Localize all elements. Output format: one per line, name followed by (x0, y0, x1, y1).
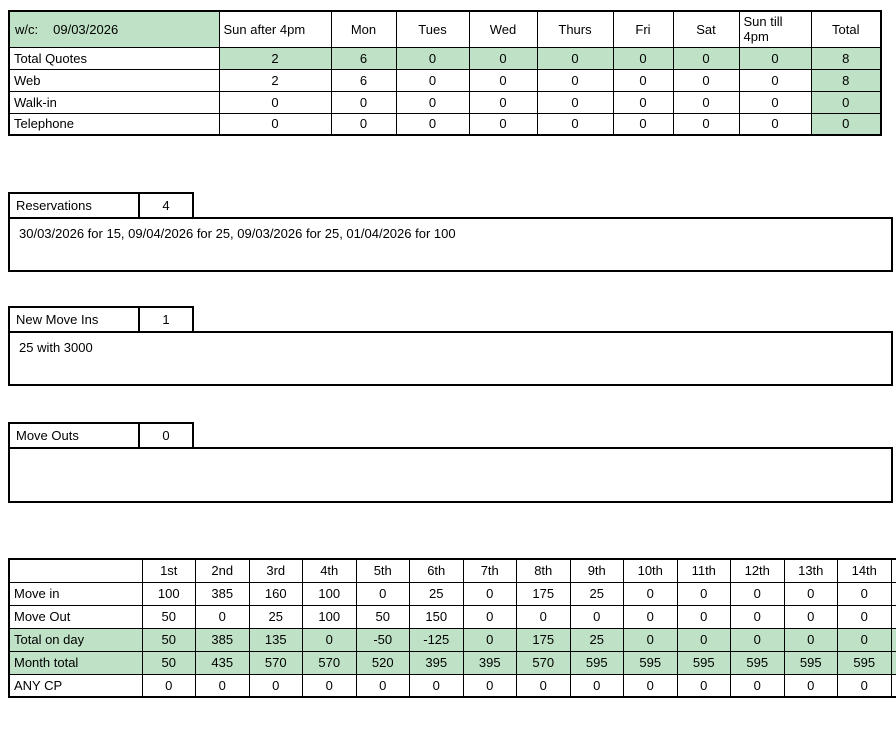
value-cell: 0 (613, 47, 673, 69)
value-cell: 0 (331, 91, 396, 113)
value-cell: 0 (396, 47, 469, 69)
value-cell: 0 (249, 674, 303, 697)
value-cell: 50 (356, 605, 410, 628)
value-cell: 595 (784, 651, 838, 674)
value-cell: 0 (739, 47, 811, 69)
column-header: 9th (570, 559, 624, 582)
week-commencing-cell (9, 11, 219, 47)
value-cell: 385 (196, 582, 250, 605)
value-cell: 0 (613, 91, 673, 113)
value-cell: 0 (356, 582, 410, 605)
value-cell-clipped (891, 605, 896, 628)
value-cell: 50 (142, 628, 196, 651)
value-cell-clipped (891, 651, 896, 674)
daily-header-row (9, 559, 896, 582)
column-header: 5th (356, 559, 410, 582)
value-cell: 0 (673, 69, 739, 91)
value-cell: 0 (537, 47, 613, 69)
value-cell: 0 (811, 113, 881, 135)
column-header: 10th (624, 559, 678, 582)
move-outs-section (8, 422, 893, 503)
value-cell-clipped (891, 674, 896, 697)
value-cell: 0 (673, 113, 739, 135)
row-label: Move Out (9, 605, 142, 628)
value-cell: 0 (673, 47, 739, 69)
value-cell: 0 (410, 674, 464, 697)
value-cell: 0 (219, 113, 331, 135)
row-label: Move in (9, 582, 142, 605)
new-move-ins-note: 25 with 3000 (8, 331, 893, 386)
row-label: Walk-in (9, 91, 219, 113)
column-header: 2nd (196, 559, 250, 582)
value-cell: 0 (838, 582, 892, 605)
value-cell: -125 (410, 628, 464, 651)
value-cell: 0 (303, 628, 357, 651)
value-cell: 0 (731, 674, 785, 697)
value-cell: 0 (624, 674, 678, 697)
week-commencing-label: w/c: (15, 21, 39, 37)
column-header: 7th (463, 559, 517, 582)
reservations-note: 30/03/2026 for 15, 09/04/2026 for 25, 09/03/2026 for 25, 01/04/2026 for 100 (8, 217, 893, 272)
daily-corner-empty-cell (9, 559, 142, 582)
column-header: Fri (613, 11, 673, 47)
value-cell: 0 (673, 91, 739, 113)
value-cell: 0 (838, 605, 892, 628)
column-header: 4th (303, 559, 357, 582)
value-cell: 0 (537, 69, 613, 91)
value-cell: 0 (731, 582, 785, 605)
row-label: Month total (9, 651, 142, 674)
value-cell: 0 (469, 69, 537, 91)
value-cell: 100 (303, 605, 357, 628)
value-cell: 0 (613, 113, 673, 135)
value-cell: -50 (356, 628, 410, 651)
value-cell: 175 (517, 628, 571, 651)
value-cell: 0 (784, 605, 838, 628)
value-cell: 135 (249, 628, 303, 651)
value-cell: 100 (303, 582, 357, 605)
value-cell: 0 (196, 605, 250, 628)
reservations-section (8, 192, 893, 272)
value-cell: 0 (396, 113, 469, 135)
value-cell: 385 (196, 628, 250, 651)
column-header: Wed (469, 11, 537, 47)
value-cell: 0 (396, 91, 469, 113)
column-header: Sat (673, 11, 739, 47)
table-row (9, 69, 881, 91)
value-cell: 6 (331, 47, 396, 69)
row-label: Telephone (9, 113, 219, 135)
reservations-label: Reservations (8, 192, 140, 219)
column-header: Thurs (537, 11, 613, 47)
value-cell: 0 (517, 605, 571, 628)
value-cell: 0 (739, 91, 811, 113)
move-outs-label: Move Outs (8, 422, 140, 449)
value-cell: 0 (570, 674, 624, 697)
row-label: Web (9, 69, 219, 91)
value-cell: 0 (784, 582, 838, 605)
value-cell: 2 (219, 47, 331, 69)
value-cell: 595 (570, 651, 624, 674)
value-cell: 0 (537, 113, 613, 135)
value-cell: 2 (219, 69, 331, 91)
value-cell: 0 (838, 628, 892, 651)
value-cell: 0 (469, 47, 537, 69)
value-cell: 595 (838, 651, 892, 674)
value-cell: 0 (624, 605, 678, 628)
daily-movement-table (8, 558, 896, 698)
value-cell: 50 (142, 605, 196, 628)
value-cell: 0 (677, 628, 731, 651)
value-cell: 50 (142, 651, 196, 674)
value-cell: 25 (570, 628, 624, 651)
new-move-ins-count: 1 (138, 306, 194, 333)
value-cell: 570 (249, 651, 303, 674)
value-cell: 25 (570, 582, 624, 605)
value-cell: 0 (624, 582, 678, 605)
table-row (9, 113, 881, 135)
column-header-clipped (891, 559, 896, 582)
value-cell: 100 (142, 582, 196, 605)
value-cell-clipped (891, 628, 896, 651)
value-cell: 0 (356, 674, 410, 697)
weekly-quotes-table (8, 10, 882, 136)
new-move-ins-section (8, 306, 893, 386)
value-cell: 150 (410, 605, 464, 628)
value-cell: 0 (811, 91, 881, 113)
value-cell: 0 (613, 69, 673, 91)
value-cell: 0 (219, 91, 331, 113)
value-cell: 570 (517, 651, 571, 674)
value-cell: 0 (677, 674, 731, 697)
value-cell: 0 (331, 113, 396, 135)
value-cell: 25 (410, 582, 464, 605)
value-cell: 0 (731, 628, 785, 651)
new-move-ins-label: New Move Ins (8, 306, 140, 333)
table-row (9, 674, 896, 697)
value-cell: 0 (731, 605, 785, 628)
reservations-bar (8, 192, 893, 219)
value-cell: 0 (677, 582, 731, 605)
move-outs-bar (8, 422, 893, 449)
value-cell: 0 (396, 69, 469, 91)
value-cell: 0 (463, 674, 517, 697)
table-row (9, 651, 896, 674)
quotes-header-row (9, 11, 881, 47)
value-cell: 0 (469, 113, 537, 135)
value-cell: 435 (196, 651, 250, 674)
value-cell: 570 (303, 651, 357, 674)
column-header: Sun after 4pm (219, 11, 331, 47)
column-header: Tues (396, 11, 469, 47)
value-cell: 595 (624, 651, 678, 674)
value-cell: 395 (463, 651, 517, 674)
week-commencing-date: 09/03/2026 (53, 21, 119, 37)
column-header: 3rd (249, 559, 303, 582)
value-cell: 0 (463, 605, 517, 628)
table-row (9, 605, 896, 628)
value-cell: 0 (303, 674, 357, 697)
value-cell: 0 (838, 674, 892, 697)
row-label: ANY CP (9, 674, 142, 697)
row-label: Total Quotes (9, 47, 219, 69)
value-cell: 0 (739, 69, 811, 91)
value-cell: 0 (784, 628, 838, 651)
column-header: 14th (838, 559, 892, 582)
column-header: Mon (331, 11, 396, 47)
column-header: Total (811, 11, 881, 47)
value-cell: 0 (463, 628, 517, 651)
value-cell: 0 (469, 91, 537, 113)
row-label: Total on day (9, 628, 142, 651)
value-cell: 0 (517, 674, 571, 697)
value-cell: 0 (739, 113, 811, 135)
value-cell: 6 (331, 69, 396, 91)
column-header: Sun till 4pm (739, 11, 811, 47)
new-move-ins-bar (8, 306, 893, 333)
column-header: 1st (142, 559, 196, 582)
value-cell: 0 (570, 605, 624, 628)
value-cell: 520 (356, 651, 410, 674)
reservations-count: 4 (138, 192, 194, 219)
table-row (9, 582, 896, 605)
value-cell: 0 (142, 674, 196, 697)
value-cell-clipped (891, 582, 896, 605)
value-cell: 595 (677, 651, 731, 674)
value-cell: 0 (463, 582, 517, 605)
column-header: 6th (410, 559, 464, 582)
value-cell: 0 (784, 674, 838, 697)
value-cell: 25 (249, 605, 303, 628)
table-row (9, 628, 896, 651)
value-cell: 0 (537, 91, 613, 113)
column-header: 8th (517, 559, 571, 582)
value-cell: 8 (811, 47, 881, 69)
table-row (9, 91, 881, 113)
value-cell: 160 (249, 582, 303, 605)
move-outs-note (8, 447, 893, 503)
value-cell: 0 (196, 674, 250, 697)
value-cell: 395 (410, 651, 464, 674)
column-header: 12th (731, 559, 785, 582)
column-header: 11th (677, 559, 731, 582)
move-outs-count: 0 (138, 422, 194, 449)
value-cell: 595 (731, 651, 785, 674)
value-cell: 175 (517, 582, 571, 605)
value-cell: 0 (624, 628, 678, 651)
value-cell: 8 (811, 69, 881, 91)
value-cell: 0 (677, 605, 731, 628)
table-row (9, 47, 881, 69)
column-header: 13th (784, 559, 838, 582)
